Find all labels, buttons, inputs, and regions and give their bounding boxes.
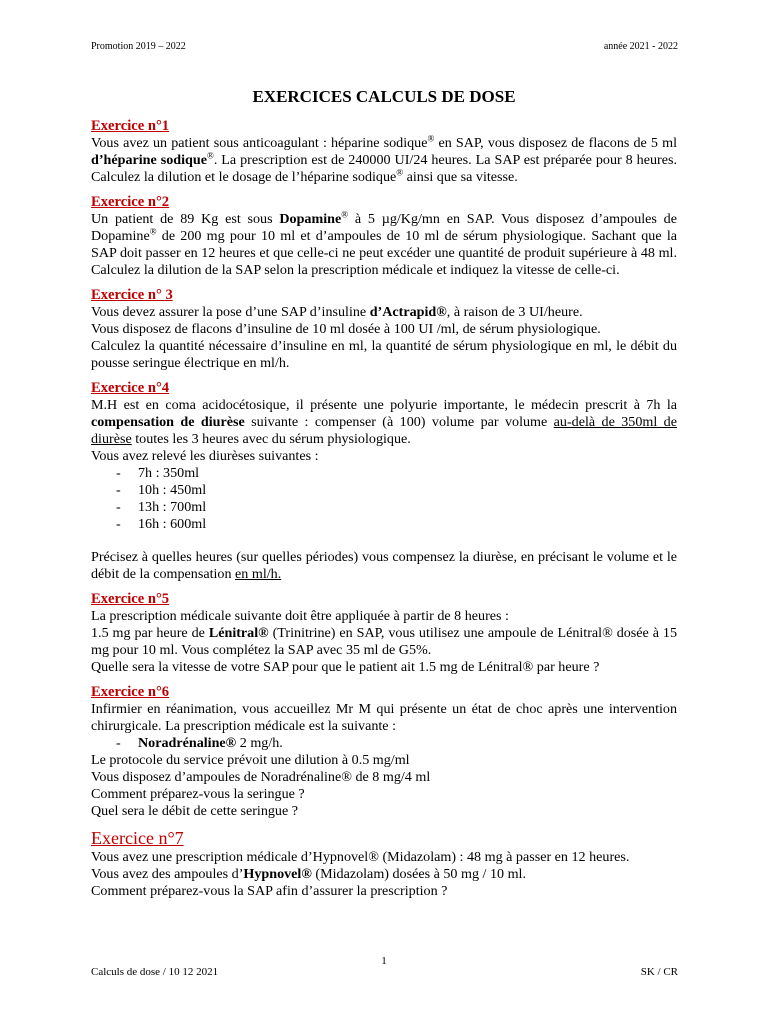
bold-text: compensation de diurèse: [91, 414, 245, 430]
exercise-4-line-1: [91, 397, 677, 448]
exercise-6-line-2: Le protocole du service prévoit une dilution à 0.5 mg/ml: [91, 752, 410, 768]
text: Vous avez un patient sous anticoagulant : héparine sodique: [91, 135, 428, 151]
list-item: - 13h : 700ml: [91, 499, 677, 516]
text: suivante : compenser (à 100) volume par volume: [244, 414, 554, 430]
exercise-2-title: Exercice n°2: [91, 194, 170, 210]
content: [91, 118, 677, 908]
exercise-7-line-3: Comment préparez-vous la SAP afin d’assurer la prescription ?: [91, 883, 448, 899]
registered-mark: ®: [206, 150, 214, 161]
header-right: année 2021 - 2022: [603, 41, 678, 52]
text: ainsi que sa vitesse.: [403, 169, 518, 185]
exercise-3-title: Exercice n° 3: [91, 287, 173, 303]
exercise-5-line-3: Quelle sera la vitesse de votre SAP pour que le patient ait 1.5 mg de Lénitral® par heure ?: [91, 659, 600, 675]
list-item: - 7h : 350ml: [91, 465, 677, 482]
registered-mark: ®: [149, 226, 157, 237]
prescription-list: [91, 735, 677, 752]
bold-text: Dopamine: [279, 211, 342, 227]
footer-left: Calculs de dose / 10 12 2021: [91, 966, 219, 978]
exercise-4-line-3: [91, 549, 677, 583]
exercise-3: [91, 287, 677, 372]
exercise-1-text: [91, 135, 677, 186]
exercise-6-line-4: Comment préparez-vous la seringue ?: [91, 786, 305, 802]
bold-text: d’héparine sodique: [91, 152, 207, 168]
underlined-text: en ml/h.: [235, 566, 282, 582]
exercise-6-line-1: Infirmier en réanimation, vous accueillez Mr M qui présente un état de choc après une intervention chirurgicale. La prescription médicale est la suivante :: [91, 701, 677, 734]
registered-mark: ®: [341, 209, 349, 220]
exercise-4-line-2: Vous avez relevé les diurèses suivantes :: [91, 448, 319, 464]
bold-text: Lénitral®: [208, 625, 269, 641]
exercise-3-line-3: Calculez la quantité nécessaire d’insuline en ml, la quantité de sérum physiologique en ml, le débit du pousse seringue électrique en ml/h.: [91, 338, 677, 371]
exercise-2-text: [91, 211, 677, 279]
text: 1.5 mg par heure de: [91, 625, 209, 641]
exercise-3-line-1: [91, 304, 677, 321]
text: Un patient de 89 Kg est sous: [91, 211, 280, 227]
text: Vous avez des ampoules d’: [91, 866, 244, 882]
footer-right: SK / CR: [640, 966, 678, 978]
text: , à raison de 3 UI/heure.: [446, 304, 583, 320]
list-item: - 10h : 450ml: [91, 482, 677, 499]
diuresis-list: [91, 465, 677, 533]
bold-text: Noradrénaline®: [138, 735, 237, 751]
exercise-6-title: Exercice n°6: [91, 684, 170, 700]
text: 2 mg/h.: [236, 735, 283, 751]
registered-mark: ®: [427, 133, 435, 144]
exercise-2: [91, 194, 677, 279]
exercise-7: [91, 828, 677, 900]
exercise-6-line-5: Quel sera le débit de cette seringue ?: [91, 803, 299, 819]
exercise-5: [91, 591, 677, 676]
exercise-1: [91, 118, 677, 186]
text: Précisez à quelles heures (sur quelles périodes) vous compensez la diurèse, en précisant le volume et le débit de la compensation: [91, 549, 677, 582]
exercise-4-title: Exercice n°4: [91, 380, 170, 396]
underlined-text: au-delà de 350ml de diurèse: [91, 414, 677, 447]
exercise-7-line-1: Vous avez une prescription médicale d’Hypnovel® (Midazolam) : 48 mg à passer en 12 heures.: [91, 849, 630, 865]
exercise-3-line-2: Vous disposez de flacons d’insuline de 10 ml dosée à 100 UI /ml, de sérum physiologique.: [91, 321, 601, 337]
exercise-5-line-1: La prescription médicale suivante doit être appliquée à partir de 8 heures :: [91, 608, 509, 624]
text: de 200 mg pour 10 ml et d’ampoules de 10 ml de sérum physiologique. Sachant que la SAP doit passer en 12 heures et que celle-ci ne peut excéder une quantité de produit supérieure à 48 ml. Calculez la dilution de la SAP selon la prescription médicale et indiquez la vitesse de celle-ci.: [91, 228, 677, 278]
exercise-6: [91, 684, 677, 820]
text: en SAP, vous disposez de flacons de 5 ml: [434, 135, 677, 151]
exercise-5-line-2: [91, 625, 677, 659]
page-number: 1: [381, 955, 387, 967]
exercise-5-title: Exercice n°5: [91, 591, 170, 607]
text: (Trinitrine) en SAP, vous utilisez une ampoule de Lénitral® dosée à 15 mg pour 10 ml. Vous complétez la SAP avec 35 ml de G5%.: [91, 625, 677, 658]
exercise-7-title: Exercice n°7: [91, 828, 184, 848]
text: M.H est en coma acidocétosique, il présente une polyurie importante, le médecin prescrit à 7h la: [91, 397, 677, 413]
exercise-4: [91, 380, 677, 583]
header-left: Promotion 2019 – 2022: [91, 41, 186, 52]
list-item: [91, 735, 677, 752]
text: à 5 µg/Kg/mn en SAP. Vous disposez d’ampoules de Dopamine: [91, 211, 677, 244]
text: toutes les 3 heures avec du sérum physiologique.: [131, 431, 411, 447]
list-item: - 16h : 600ml: [91, 516, 677, 533]
bold-text: Hypnovel®: [243, 866, 312, 882]
page-title: EXERCICES CALCULS DE DOSE: [252, 87, 516, 106]
text: (Midazolam) dosées à 50 mg / 10 ml.: [311, 866, 526, 882]
registered-mark: ®: [396, 167, 404, 178]
bold-text: d’Actrapid®: [369, 304, 447, 320]
text: Vous devez assurer la pose d’une SAP d’insuline: [91, 304, 370, 320]
exercise-1-title: Exercice n°1: [91, 118, 170, 134]
text: . La prescription est de 240000 UI/24 heures. La SAP est préparée pour 8 heures. Calculez la dilution et le dosage de l’héparine sodique: [91, 152, 677, 185]
exercise-6-line-3: Vous disposez d’ampoules de Noradrénaline® de 8 mg/4 ml: [91, 769, 431, 785]
exercise-7-line-2: [91, 866, 677, 883]
